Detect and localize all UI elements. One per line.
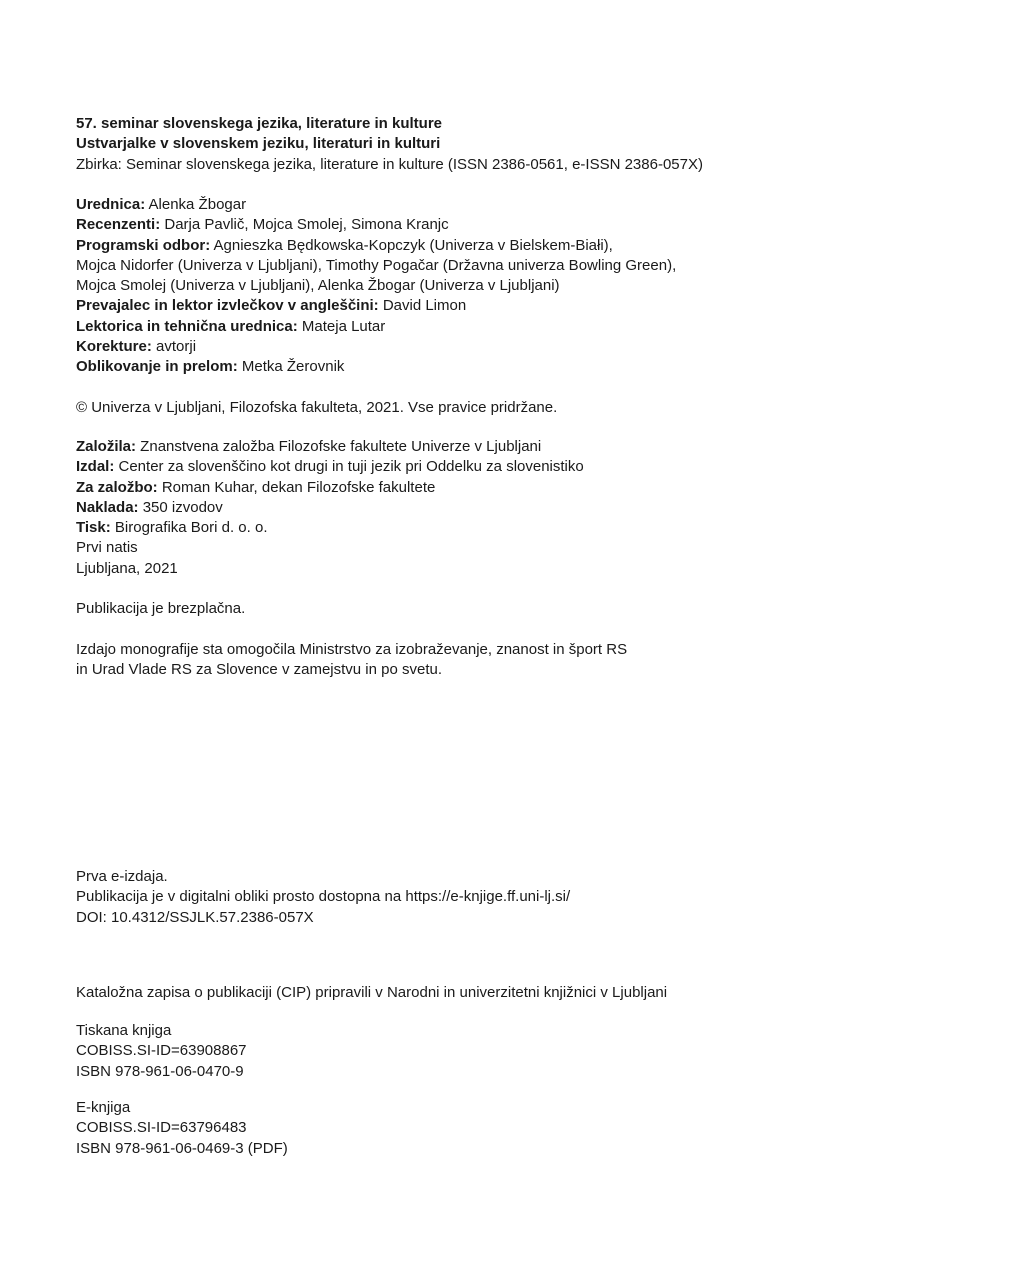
header-block bbox=[76, 114, 976, 175]
funding-line: Izdajo monografije sta omogočila Ministrstvo za izobraževanje, znanost in šport RS bbox=[76, 641, 628, 658]
editor-label: Urednica: bbox=[76, 196, 146, 213]
print-book-block bbox=[76, 1021, 976, 1082]
cip-block bbox=[76, 983, 976, 1003]
place-year-line: Ljubljana, 2021 bbox=[76, 559, 178, 577]
reviewers-value: Darja Pavlič, Mojca Smolej, Simona Kranjc bbox=[160, 216, 449, 234]
print-run-value: 350 izvodov bbox=[138, 498, 223, 516]
for-publisher-line bbox=[76, 478, 976, 498]
committee-line bbox=[76, 236, 976, 256]
publisher-block bbox=[76, 437, 976, 579]
editor-line bbox=[76, 195, 976, 215]
e-book-cobiss: COBISS.SI-ID=63796483 bbox=[76, 1119, 247, 1137]
committee-label: Programski odbor: bbox=[76, 236, 211, 254]
online-access-line: Publikacija je v digitalni obliki prosto dostopna na https://e-knjige.ff.uni-lj.si/ bbox=[76, 888, 571, 906]
print-book-cobiss: COBISS.SI-ID=63908867 bbox=[76, 1042, 247, 1060]
committee-value: Agnieszka Będkowska-Kopczyk (Univerza v Bielskem-Białi), bbox=[210, 236, 613, 254]
funding-line: in Urad Vlade RS za Slovence v zamejstvu in po svetu. bbox=[76, 661, 443, 679]
published-by-line bbox=[76, 437, 976, 457]
free-note-block bbox=[76, 599, 976, 619]
doi-line: DOI: 10.4312/SSJLK.57.2386-057X bbox=[76, 908, 314, 926]
free-note: Publikacija je brezplačna. bbox=[76, 600, 246, 617]
reviewers-line bbox=[76, 215, 976, 235]
editor-value: Alenka Žbogar bbox=[145, 196, 247, 213]
for-publisher-label: Za založbo: bbox=[76, 478, 158, 496]
translator-line bbox=[76, 296, 976, 316]
e-edition-block bbox=[76, 867, 976, 928]
e-book-block bbox=[76, 1098, 976, 1159]
issued-by-label: Izdal: bbox=[76, 458, 115, 476]
translator-value: David Limon bbox=[378, 297, 467, 315]
printer-value: Birografika Bori d. o. o. bbox=[110, 519, 268, 537]
e-book-isbn: ISBN 978-961-06-0469-3 (PDF) bbox=[76, 1139, 288, 1157]
printer-label: Tisk: bbox=[76, 519, 111, 537]
for-publisher-value: Roman Kuhar, dekan Filozofske fakultete bbox=[157, 478, 436, 496]
printer-line bbox=[76, 518, 976, 538]
technical-editor-value: Mateja Lutar bbox=[297, 317, 386, 335]
series-line: Zbirka: Seminar slovenskega jezika, literature in kulture (ISSN 2386-0561, e-ISSN 2386-057X) bbox=[76, 155, 703, 173]
cip-note: Kataložna zapisa o publikaciji (CIP) pripravili v Narodni in univerzitetni knjižnici v Ljubljani bbox=[76, 984, 668, 1001]
print-run-line bbox=[76, 498, 976, 518]
proofreading-label: Korekture: bbox=[76, 338, 152, 356]
edition-line: Prvi natis bbox=[76, 539, 138, 557]
technical-editor-line bbox=[76, 317, 976, 337]
print-book-isbn: ISBN 978-961-06-0470-9 bbox=[76, 1062, 244, 1080]
proofreading-line bbox=[76, 337, 976, 357]
reviewers-label: Recenzenti: bbox=[76, 216, 161, 234]
copyright-notice: © Univerza v Ljubljani, Filozofska fakulteta, 2021. Vse pravice pridržane. bbox=[76, 399, 558, 416]
committee-line-continued: Mojca Nidorfer (Univerza v Ljubljani), Timothy Pogačar (Državna univerza Bowling Green), bbox=[76, 256, 677, 274]
print-book-label: Tiskana knjiga bbox=[76, 1022, 172, 1039]
proofreading-value: avtorji bbox=[151, 338, 197, 356]
translator-label: Prevajalec in lektor izvlečkov v angleščini: bbox=[76, 297, 379, 315]
technical-editor-label: Lektorica in tehnična urednica: bbox=[76, 317, 298, 335]
credits-block bbox=[76, 195, 976, 378]
book-subtitle: Ustvarjalke v slovenskem jeziku, literaturi in kulturi bbox=[76, 135, 441, 153]
e-book-label: E-knjiga bbox=[76, 1099, 131, 1116]
e-edition-line: Prva e-izdaja. bbox=[76, 868, 168, 885]
print-run-label: Naklada: bbox=[76, 498, 139, 516]
book-title: 57. seminar slovenskega jezika, literature in kulture bbox=[76, 115, 442, 132]
copyright-block bbox=[76, 398, 976, 418]
funding-block bbox=[76, 640, 976, 681]
design-label: Oblikovanje in prelom: bbox=[76, 358, 238, 376]
design-line bbox=[76, 357, 976, 377]
issued-by-value: Center za slovenščino kot drugi in tuji jezik pri Oddelku za slovenistiko bbox=[114, 458, 584, 476]
committee-line-continued: Mojca Smolej (Univerza v Ljubljani), Alenka Žbogar (Univerza v Ljubljani) bbox=[76, 277, 560, 295]
published-by-label: Založila: bbox=[76, 438, 137, 455]
issued-by-line bbox=[76, 457, 976, 477]
design-value: Metka Žerovnik bbox=[237, 358, 345, 376]
published-by-value: Znanstvena založba Filozofske fakultete Univerze v Ljubljani bbox=[136, 438, 542, 455]
